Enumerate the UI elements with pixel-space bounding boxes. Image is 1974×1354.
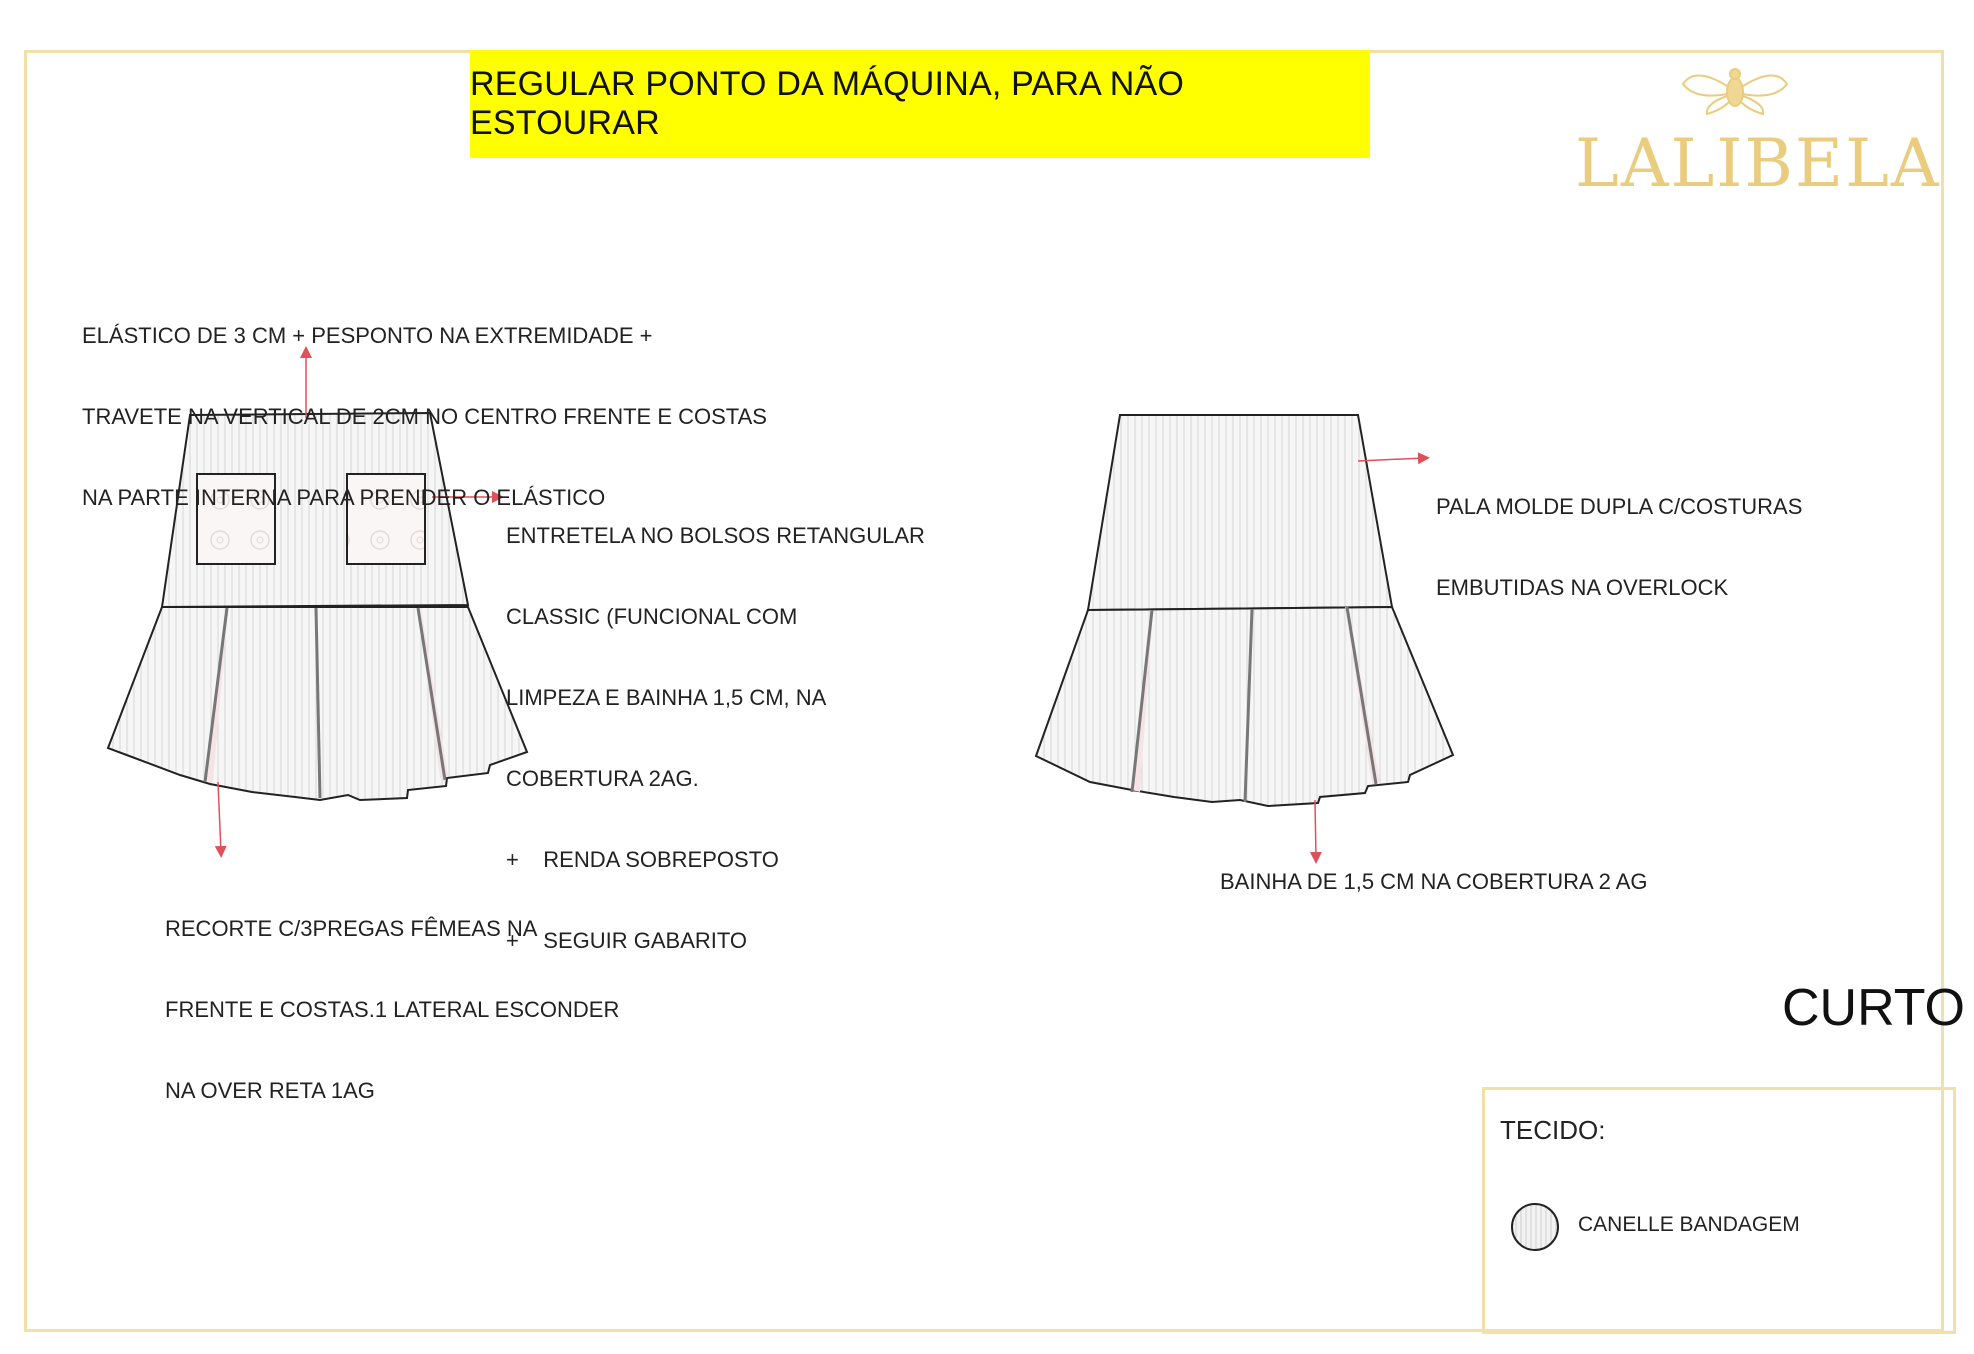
pocket-note: ENTRETELA NO BOLSOS RETANGULAR CLASSIC (FUNCIONAL COM LIMPEZA E BAINHA 1,5 CM, NA COBERTURA 2AG. + RENDA SOBREPOSTO + SEGUIR GABARITO (506, 523, 925, 953)
back-yoke (1088, 415, 1392, 610)
fabric-swatch-icon (1510, 1202, 1560, 1252)
banner-text: REGULAR PONTO DA MÁQUINA, PARA NÃO ESTOURAR (470, 65, 1185, 142)
elastic-note: ELÁSTICO DE 3 CM + PESPONTO NA EXTREMIDADE + TRAVETE NA VERTICAL DE 2CM NO CENTRO FRENTE E COSTAS NA PARTE INTERNA PARA PRENDER O ELÁSTICO (82, 323, 767, 510)
yoke-arrow (1358, 458, 1424, 461)
pleat-arrow (218, 782, 221, 852)
hem-arrow (1315, 800, 1316, 858)
back-skirt-drawing (1036, 415, 1453, 806)
fabric-name: CANELLE BANDAGEM (1578, 1213, 1800, 1236)
length-label: CURTO (1782, 979, 1965, 1037)
hem-note: BAINHA DE 1,5 CM NA COBERTURA 2 AG (1220, 869, 1648, 894)
fabric-title: TECIDO: (1500, 1115, 1606, 1145)
pleat-note: RECORTE C/3PREGAS FÊMEAS NA FRENTE E COSTAS.1 LATERAL ESCONDER NA OVER RETA 1AG (165, 916, 620, 1103)
brand-logo-text: LALIBELA (1575, 125, 1941, 202)
yoke-note: PALA MOLDE DUPLA C/COSTURAS EMBUTIDAS NA OVERLOCK (1436, 494, 1803, 600)
